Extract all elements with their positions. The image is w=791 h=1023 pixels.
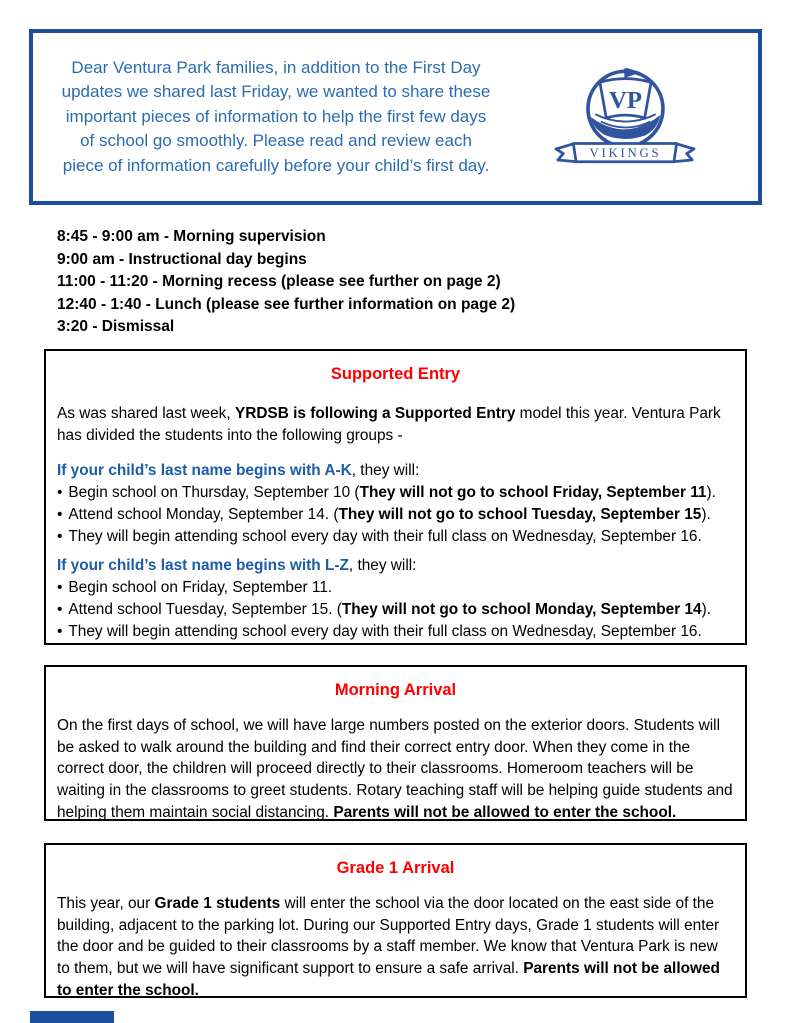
logo-monogram: VP [609, 86, 642, 114]
section-supported-entry [44, 349, 747, 645]
group-a-k-heading-rest: , they will: [351, 462, 420, 479]
group-l-z [57, 555, 734, 643]
list-item-text: Attend school Monday, September 14. (They will not go to school Tuesday, September 15). [68, 506, 711, 523]
vp-vikings-logo-icon [545, 61, 705, 173]
schedule-line: 8:45 - 9:00 am - Morning supervision [57, 228, 326, 245]
group-a-k [57, 460, 734, 548]
bullet-icon: • [57, 506, 63, 523]
schedule-line: 12:40 - 1:40 - Lunch (please see further information on page 2) [57, 295, 516, 313]
schedule-line: 9:00 am - Instructional day begins [57, 250, 307, 268]
section-title-grade1-arrival: Grade 1 Arrival [336, 859, 455, 877]
group-l-z-heading-rest: , they will: [348, 557, 417, 574]
list-item [57, 577, 734, 599]
intro-box [29, 29, 762, 205]
list-item-text: They will begin attending school every day with their full class on Wednesday, September 16. [68, 623, 702, 640]
daily-schedule [57, 226, 515, 339]
bullet-icon: • [57, 601, 63, 618]
list-item [57, 526, 734, 548]
bullet-icon: • [57, 528, 63, 545]
school-logo [492, 61, 758, 173]
bullet-icon: • [57, 484, 63, 501]
group-a-k-heading [57, 460, 734, 482]
list-item-text: Attend school Tuesday, September 15. (They will not go to school Monday, September 14). [68, 601, 712, 618]
page-bottom-banner-fragment [30, 1011, 114, 1023]
list-item [57, 504, 734, 526]
list-item [57, 599, 734, 621]
bullet-icon: • [57, 579, 63, 596]
bullet-icon: • [57, 623, 63, 640]
intro-message: Dear Ventura Park families, in addition to the First Day updates we shared last Friday, we wanted to share these important pieces of information to help the first few days of school go smoothly. Please read and review each piece of information carefully before your child’s first day. [61, 57, 491, 175]
schedule-line: 11:00 - 11:20 - Morning recess (please see further on page 2) [57, 273, 501, 291]
list-item-text: Begin school on Thursday, September 10 (They will not go to school Friday, September 11). [68, 484, 716, 501]
section-title-morning-arrival: Morning Arrival [334, 681, 457, 699]
group-l-z-heading-highlight: If your child’s last name begins with L-Z [57, 557, 349, 574]
grade1-arrival-body: This year, our Grade 1 students will enter the school via the door located on the east side of the building, adjacent to the parking lot. During our Supported Entry days, Grade 1 students will enter the door and be guided to their classrooms by a staff member. We know that Ventura Park is new to them, but we will have significant support to ensure a safe arrival. Parents will not be allowed to enter the school. [57, 895, 720, 999]
supported-entry-intro: As was shared last week, YRDSB is following a Supported Entry model this year. Ventura Park has divided the students into the following groups - [57, 405, 721, 444]
group-a-k-heading-highlight: If your child’s last name begins with A-K [57, 462, 352, 479]
logo-banner-text: VIKINGS [589, 146, 662, 161]
morning-arrival-body: On the first days of school, we will have large numbers posted on the exterior doors. Students will be asked to walk around the building and find their correct entry door. When they come in the correct door, the children will proceed directly to their classrooms. Homeroom teachers will be waiting in the classrooms to greet students. Rotary teaching staff will be helping guide students and helping them maintain social distancing. Parents will not be allowed to enter the school. [57, 717, 733, 821]
list-item-text: Begin school on Friday, September 11. [68, 579, 333, 596]
section-morning-arrival [44, 665, 747, 821]
list-item [57, 621, 734, 643]
group-l-z-heading [57, 555, 734, 577]
section-grade1-arrival [44, 843, 747, 998]
schedule-line: 3:20 - Dismissal [57, 318, 175, 336]
list-item [57, 482, 734, 504]
section-title-supported-entry: Supported Entry [330, 365, 461, 383]
list-item-text: They will begin attending school every day with their full class on Wednesday, September 16. [68, 528, 702, 545]
